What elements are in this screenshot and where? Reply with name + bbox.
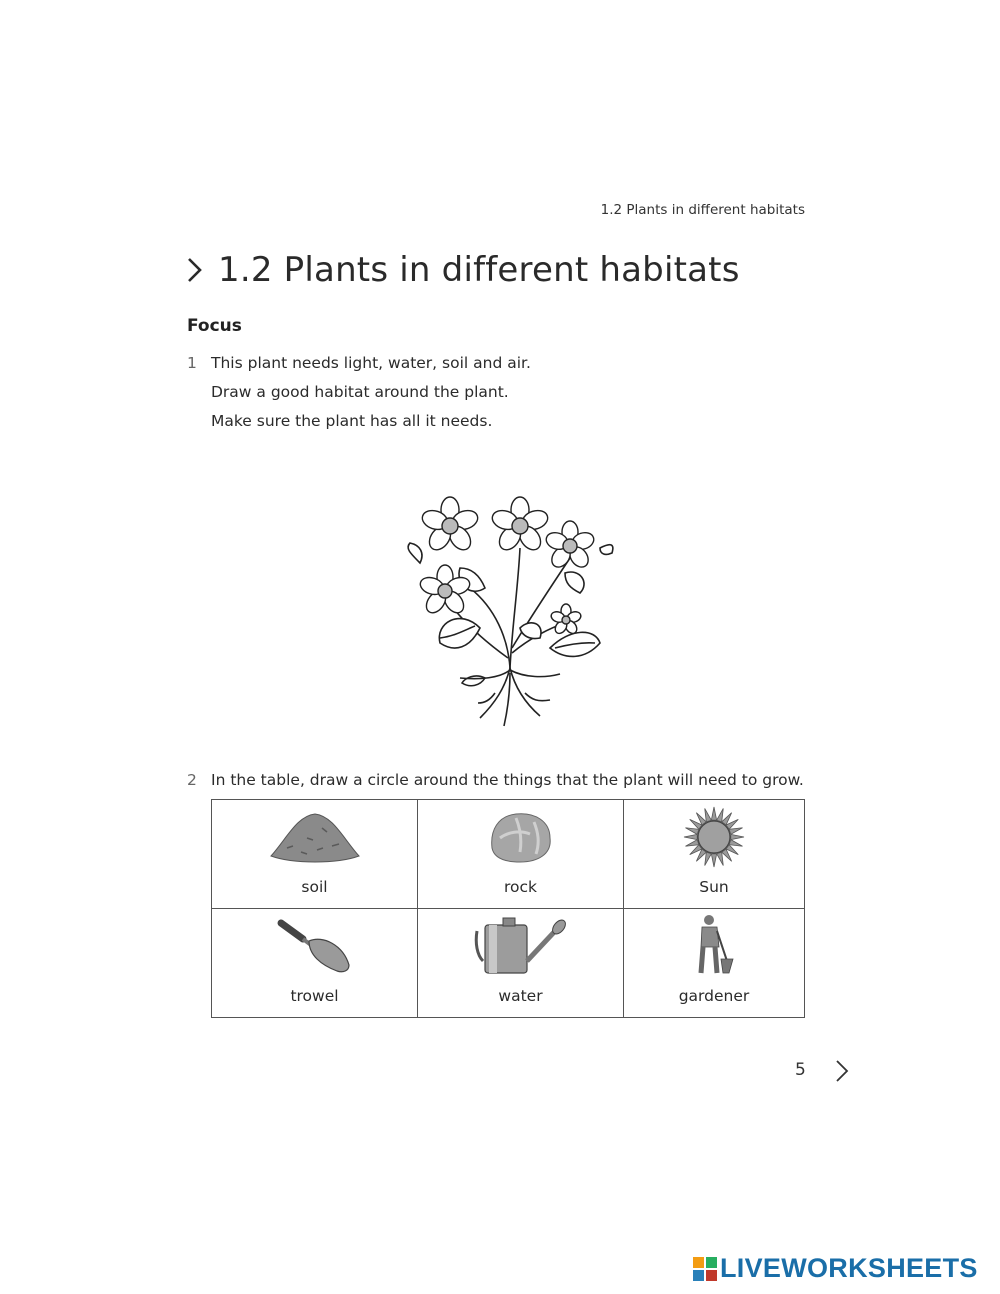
sun-ray bbox=[685, 840, 698, 847]
table-row bbox=[212, 800, 805, 909]
rock-icon bbox=[486, 808, 556, 866]
sun-ray bbox=[705, 852, 712, 865]
question-1-number: 1 bbox=[187, 354, 197, 372]
page-title: 1.2 Plants in different habitats bbox=[218, 250, 740, 290]
question-1-line-1: This plant needs light, water, soil and air. bbox=[211, 354, 531, 372]
sun-ray bbox=[684, 834, 697, 839]
sun-ray bbox=[717, 852, 724, 865]
watering-can-icon bbox=[471, 915, 571, 977]
brand-name: LIVEWORKSHEETS bbox=[720, 1253, 978, 1283]
item-cell-trowel[interactable] bbox=[212, 909, 418, 1018]
sun-ray bbox=[705, 808, 712, 821]
section-label-focus: Focus bbox=[187, 316, 242, 336]
table-row bbox=[212, 909, 805, 1018]
item-label-trowel: trowel bbox=[290, 987, 339, 1005]
question-2-number: 2 bbox=[187, 771, 197, 789]
sun-ray bbox=[731, 834, 744, 839]
question-1-line-2: Draw a good habitat around the plant. bbox=[211, 383, 509, 401]
sun-ray bbox=[717, 808, 724, 821]
page-number: 5 bbox=[795, 1060, 806, 1080]
sun-ray bbox=[711, 854, 716, 867]
item-label-soil: soil bbox=[301, 878, 328, 896]
chevron-right-icon bbox=[186, 253, 204, 287]
brand-logo bbox=[693, 1253, 978, 1284]
sun-icon bbox=[683, 806, 745, 868]
item-cell-gardener[interactable] bbox=[624, 909, 805, 1018]
running-head: 1.2 Plants in different habitats bbox=[600, 202, 805, 218]
gardener-icon bbox=[689, 913, 739, 979]
item-cell-rock[interactable] bbox=[418, 800, 624, 909]
soil-pile-icon bbox=[267, 808, 363, 866]
trowel-icon bbox=[273, 915, 357, 977]
sun-ray bbox=[729, 828, 742, 835]
item-label-rock: rock bbox=[503, 878, 537, 896]
next-page-chevron-icon[interactable] bbox=[835, 1059, 849, 1083]
items-table bbox=[211, 799, 805, 1018]
item-label-water: water bbox=[498, 987, 543, 1005]
sun-ray bbox=[711, 807, 716, 820]
item-cell-water[interactable] bbox=[418, 909, 624, 1018]
item-label-gardener: gardener bbox=[678, 987, 750, 1005]
item-cell-soil[interactable] bbox=[212, 800, 418, 909]
item-label-sun: Sun bbox=[699, 878, 729, 896]
sun-ray bbox=[729, 840, 742, 847]
title-row bbox=[186, 250, 740, 290]
question-2-text: In the table, draw a circle around the things that the plant will need to grow. bbox=[211, 771, 804, 789]
flowering-plant-illustration bbox=[400, 488, 620, 728]
item-cell-sun[interactable] bbox=[624, 800, 805, 909]
brand-blocks-icon bbox=[693, 1257, 717, 1281]
sun-ray bbox=[685, 828, 698, 835]
question-1-line-3: Make sure the plant has all it needs. bbox=[211, 412, 493, 430]
